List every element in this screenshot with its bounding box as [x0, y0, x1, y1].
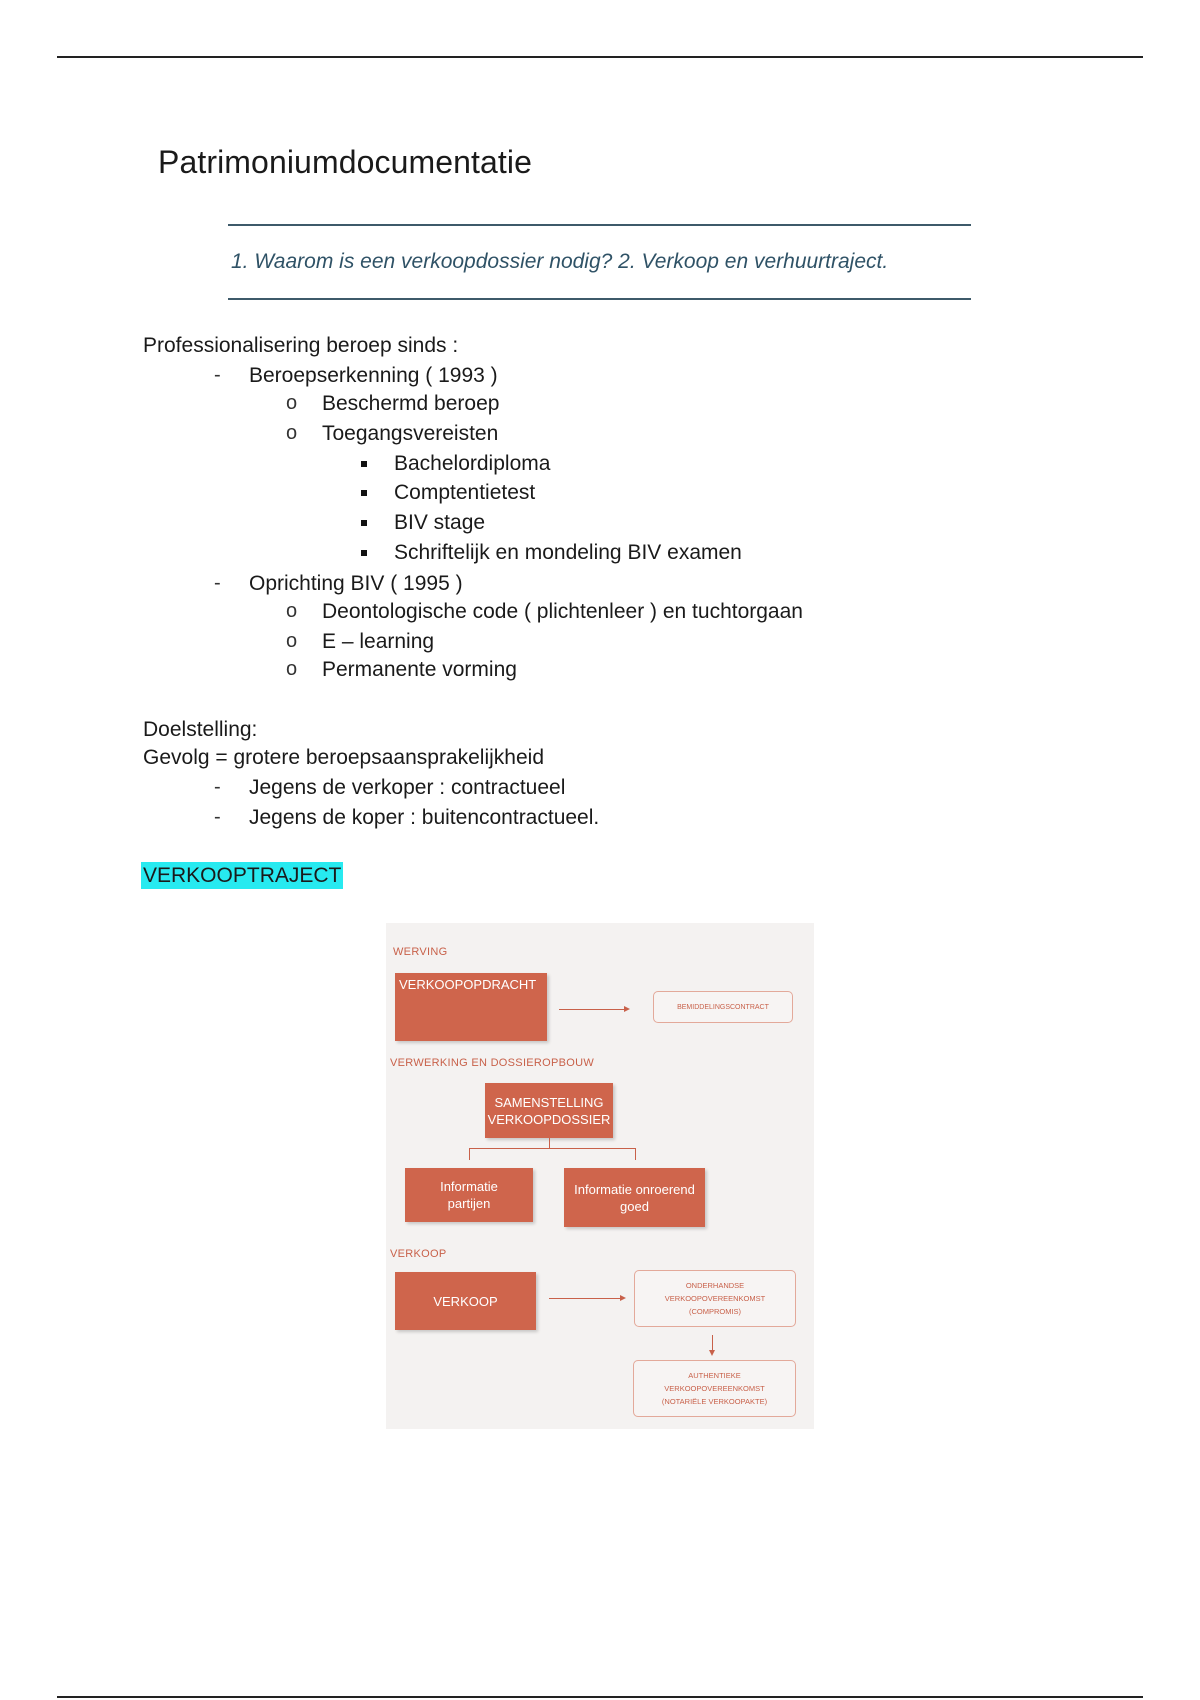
diagram-label-werving: WERVING — [393, 946, 448, 958]
list-item: E – learning — [322, 630, 435, 653]
square-bullet — [361, 520, 367, 526]
circle-bullet: o — [286, 392, 298, 414]
list-item: Schriftelijk en mondeling BIV examen — [394, 541, 742, 564]
gevolg-line: Gevolg = grotere beroepsaansprakelijkheid — [143, 746, 544, 769]
circle-bullet: o — [286, 658, 298, 680]
doelstelling-heading: Doelstelling: — [143, 718, 258, 741]
diagram-connector — [712, 1335, 713, 1351]
arrowhead-right-icon — [620, 1295, 626, 1301]
circle-bullet: o — [286, 630, 298, 652]
list-item: Deontologische code ( plichtenleer ) en tuchtorgaan — [322, 600, 803, 623]
square-bullet — [361, 490, 367, 496]
top-rule — [57, 56, 1143, 58]
diagram-connector — [559, 1009, 625, 1010]
dash-bullet: - — [214, 806, 221, 828]
diagram-connector — [469, 1148, 470, 1160]
square-bullet — [361, 550, 367, 556]
diagram-box-verkoopopdracht: VERKOOPOPDRACHT — [395, 973, 547, 1041]
diagram-label-verkoop: VERKOOP — [390, 1248, 447, 1260]
diagram-box-info-goed: Informatie onroerend goed — [564, 1168, 705, 1227]
arrowhead-down-icon — [709, 1350, 715, 1356]
highlighted-text: VERKOOPTRAJECT — [143, 864, 342, 887]
list-item: Bachelordiploma — [394, 452, 551, 475]
circle-bullet: o — [286, 422, 298, 444]
diagram-connector — [549, 1298, 621, 1299]
list-item: Jegens de verkoper : contractueel — [249, 776, 566, 799]
diagram-box-verkoop: VERKOOP — [395, 1272, 536, 1330]
list-item: Permanente vorming — [322, 658, 517, 681]
list-item: Jegens de koper : buitencontractueel. — [249, 806, 600, 829]
diagram-box-info-partijen: Informatie partijen — [405, 1168, 533, 1222]
diagram-connector — [635, 1148, 636, 1160]
list-item: Beschermd beroep — [322, 392, 500, 415]
diagram-connector — [549, 1138, 550, 1148]
diagram-label-verwerking: VERWERKING EN DOSSIEROPBOUW — [390, 1057, 595, 1069]
square-bullet — [361, 461, 367, 467]
dash-bullet: - — [214, 572, 221, 594]
list-item: Beroepserkenning ( 1993 ) — [249, 364, 498, 387]
diagram-box-onderhandse: ONDERHANDSE VERKOOPOVEREENKOMST (COMPROMIS) — [634, 1270, 796, 1327]
verkooptraject-diagram — [386, 923, 814, 1429]
diagram-box-bemiddelingscontract: BEMIDDELINGSCONTRACT — [653, 991, 793, 1023]
list-item: Comptentietest — [394, 481, 536, 504]
list-item: BIV stage — [394, 511, 486, 534]
bottom-rule — [57, 1696, 1143, 1698]
diagram-box-samenstelling: SAMENSTELLING VERKOOPDOSSIER — [485, 1083, 613, 1138]
dash-bullet: - — [214, 364, 221, 386]
list-item: Oprichting BIV ( 1995 ) — [249, 572, 463, 595]
diagram-box-authentieke: AUTHENTIEKE VERKOOPOVEREENKOMST (NOTARIËLE VERKOOPAKTE) — [633, 1360, 796, 1417]
quote-text: 1. Waarom is een verkoopdossier nodig? 2. Verkoop en verhuurtraject. — [231, 250, 889, 273]
diagram-connector — [469, 1148, 636, 1149]
dash-bullet: - — [214, 776, 221, 798]
circle-bullet: o — [286, 600, 298, 622]
arrowhead-right-icon — [624, 1006, 630, 1012]
document-title: Patrimoniumdocumentatie — [158, 144, 533, 180]
intense-quote-block — [228, 224, 971, 300]
section-heading-verkooptraject — [141, 864, 343, 888]
professionalisering-heading: Professionalisering beroep sinds : — [143, 334, 459, 357]
list-item: Toegangsvereisten — [322, 422, 499, 445]
